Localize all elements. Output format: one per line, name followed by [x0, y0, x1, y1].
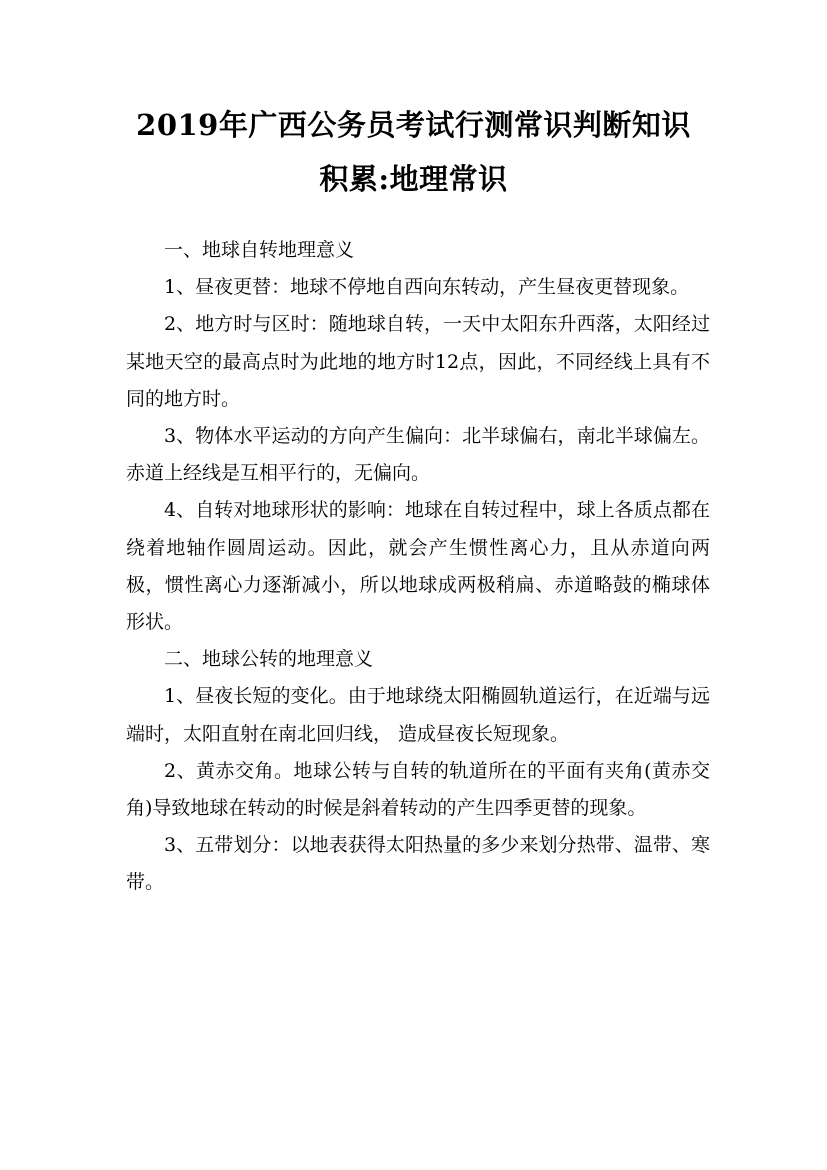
- section-heading-revolution: 二、地球公转的地理意义: [164, 648, 374, 671]
- paragraph-local-time: 2、地方时与区时：随地球自转，一天中太阳东升西落，太阳经过某地天空的最高点时为此地的地方时12点，因此，不同经线上具有不同的地方时。: [126, 313, 710, 410]
- paragraph-five-zones: 3、五带划分：以地表获得太阳热量的多少来划分热带、温带、寒带。: [126, 834, 710, 894]
- section-heading-rotation: 一、地球自转地理意义: [164, 239, 355, 261]
- title-line-2: 积累:地理常识: [319, 162, 508, 196]
- document-body: [126, 232, 710, 902]
- title-line-1: 2019年广西公务员考试行测常识判断知识: [136, 108, 691, 142]
- paragraph-day-length: 1、昼夜长短的变化。由于地球绕太阳椭圆轨道运行，在近端与远端时，太阳直射在南北回归线， 造成昼夜长短现象。: [126, 685, 710, 745]
- paragraph-deflection: 3、物体水平运动的方向产生偏向：北半球偏右，南北半球偏左。赤道上经线是互相平行的，无偏向。: [126, 425, 710, 485]
- paragraph-earth-shape: 4、自转对地球形状的影响：地球在自转过程中，球上各质点都在绕着地轴作圆周运动。因此，就会产生惯性离心力，且从赤道向两极，惯性离心力逐渐减小，所以地球成两极稍扁、赤道略鼓的椭球体形状。: [126, 499, 710, 634]
- document-title: [100, 98, 727, 206]
- paragraph-obliquity: 2、黄赤交角。地球公转与自转的轨道所在的平面有夹角(黄赤交角)导致地球在转动的时候是斜着转动的产生四季更替的现象。: [126, 759, 710, 820]
- paragraph-day-night: 1、昼夜更替：地球不停地自西向东转动，产生昼夜更替现象。: [164, 276, 690, 299]
